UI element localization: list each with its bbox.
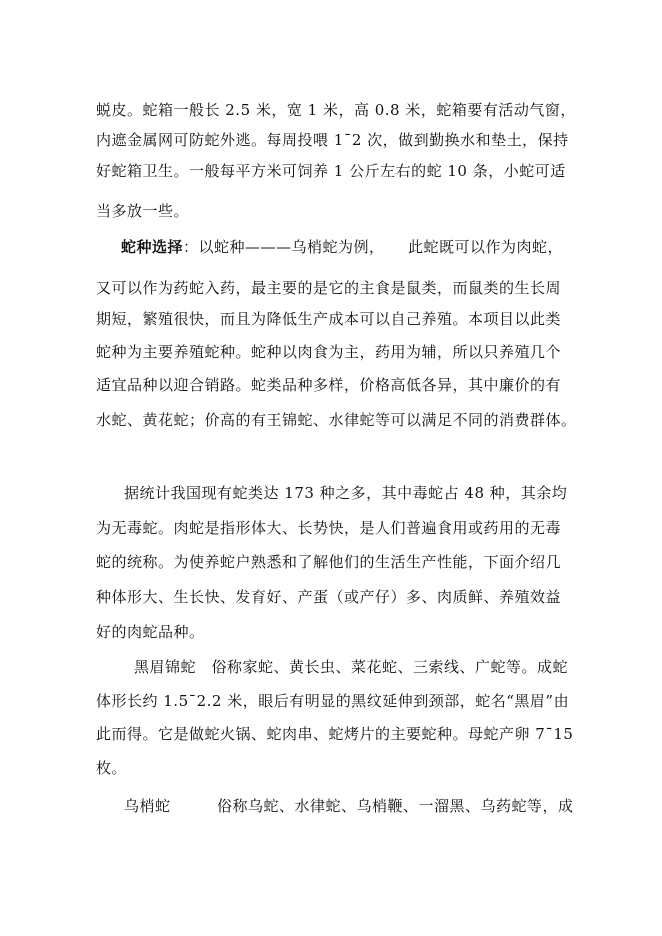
paragraph-3-line-1: 据统计我国现有蛇类达 173 种之多，其中毒蛇占 48 种，其余均 bbox=[124, 484, 568, 502]
paragraph-1-line-4: 当多放一些。 bbox=[96, 202, 190, 220]
paragraph-1-line-3: 好蛇箱卫生。一般每平方米可饲养 1 公斤左右的蛇 10 条，小蛇可适 bbox=[96, 162, 566, 180]
paragraph-4-line-2: 体形长约 1.5¯2.2 米，眼后有明显的黑纹延伸到颈部，蛇名“黑眉”由 bbox=[96, 692, 570, 710]
paragraph-3-line-5: 好的肉蛇品种。 bbox=[96, 623, 205, 641]
paragraph-3-line-3: 蛇的统称。为使养蛇户熟悉和了解他们的生活生产性能，下面介绍几 bbox=[96, 553, 562, 571]
paragraph-1-line-1: 蜕皮。蛇箱一般长 2.5 米，宽 1 米，高 0.8 米，蛇箱要有活动气窗， bbox=[96, 101, 576, 119]
paragraph-2-line-1 bbox=[121, 237, 563, 257]
section-heading: 蛇种选择 bbox=[121, 238, 184, 256]
paragraph-4-line-4: 枚。 bbox=[96, 759, 128, 777]
paragraph-2-line-5: 适宜品种以迎合销路。蛇类品种多样，价格高低各异，其中廉价的有 bbox=[96, 376, 562, 394]
paragraph-4-line-1: 黑眉锦蛇 俗称家蛇、黄长虫、菜花蛇、三索线、广蛇等。成蛇 bbox=[134, 658, 569, 676]
paragraph-4-line-3: 此而得。它是做蛇火锅、蛇肉串、蛇烤片的主要蛇种。母蛇产卵 7¯15 bbox=[96, 725, 574, 743]
paragraph-2-line-2: 又可以作为药蛇入药，最主要的是它的主食是鼠类，而鼠类的生长周 bbox=[96, 279, 562, 297]
paragraph-3-line-4: 种体形大、生长快、发育好、产蛋（或产仔）多、肉质鲜、养殖效益 bbox=[96, 588, 562, 606]
paragraph-2-line-1-text: ：以蛇种———乌梢蛇为例， 此蛇既可以作为肉蛇， bbox=[183, 238, 564, 256]
paragraph-2-line-6: 水蛇、黄花蛇；价高的有王锦蛇、水律蛇等可以满足不同的消费群体。 bbox=[96, 411, 577, 429]
paragraph-3-line-2: 为无毒蛇。肉蛇是指形体大、长势快，是人们普遍食用或药用的无毒 bbox=[96, 519, 562, 537]
paragraph-2-line-4: 蛇种为主要养殖蛇种。蛇种以肉食为主，药用为辅，所以只养殖几个 bbox=[96, 343, 562, 361]
paragraph-2-line-3: 期短，繁殖很快，而且为降低生产成本可以自己养殖。本项目以此类 bbox=[96, 310, 562, 328]
paragraph-5-line-1: 乌梢蛇 俗称乌蛇、水律蛇、乌梢鞭、一溜黑、乌药蛇等，成 bbox=[124, 797, 574, 815]
paragraph-1-line-2: 内遮金属网可防蛇外逃。每周投喂 1¯2 次，做到勤换水和垫土，保持 bbox=[96, 131, 569, 149]
